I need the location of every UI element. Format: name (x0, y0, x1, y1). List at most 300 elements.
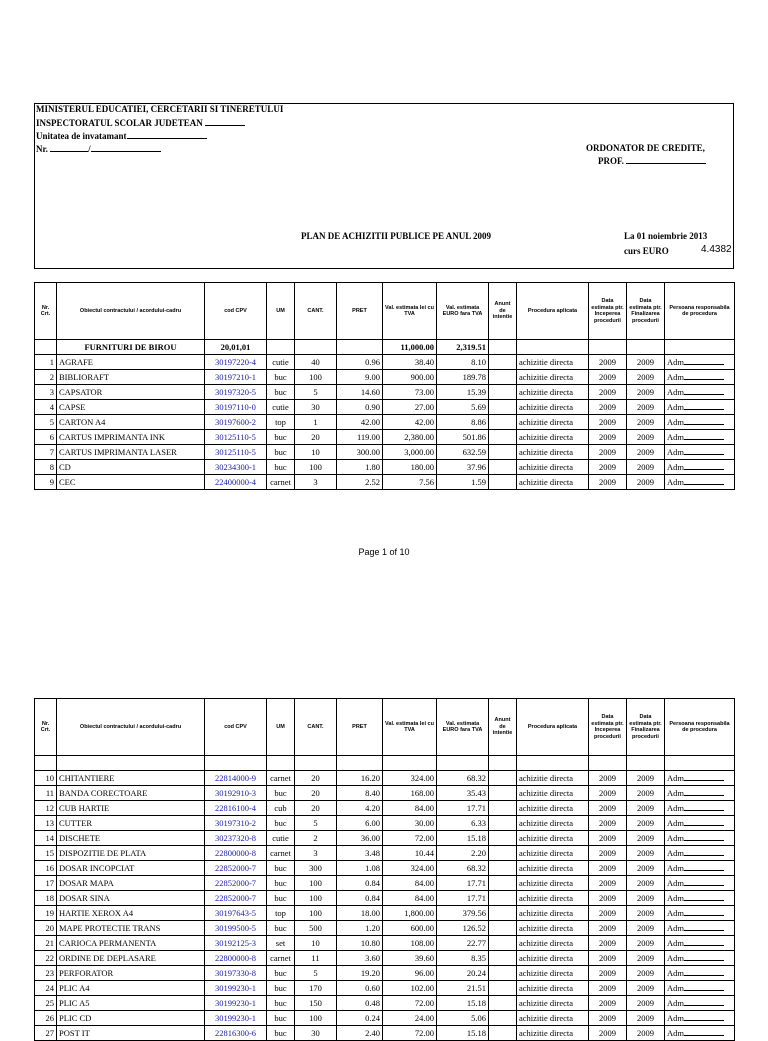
quantity: 1 (295, 415, 337, 430)
table-row (35, 430, 735, 445)
value-lei: 900.00 (383, 370, 437, 385)
responsible-person (665, 415, 735, 430)
signature-line (684, 1027, 724, 1036)
responsible-name: Adm (667, 907, 684, 918)
end-date: 2009 (627, 445, 665, 460)
item-name: BANDA CORECTOARE (57, 786, 205, 801)
start-date: 2009 (589, 831, 627, 846)
start-date: 2009 (589, 966, 627, 981)
intent-notice (489, 861, 517, 876)
end-date: 2009 (627, 906, 665, 921)
cpv-code: 22852000-7 (205, 876, 267, 891)
price: 8.40 (337, 786, 383, 801)
start-date: 2009 (589, 906, 627, 921)
start-date: 2009 (589, 801, 627, 816)
cpv-code: 30197210-1 (205, 370, 267, 385)
row-number: 4 (35, 400, 57, 415)
value-euro: 632.59 (437, 445, 489, 460)
quantity: 500 (295, 921, 337, 936)
responsible-name: Adm (667, 847, 684, 858)
quantity: 100 (295, 876, 337, 891)
table-row (35, 831, 735, 846)
intent-notice (489, 906, 517, 921)
column-header: Persoana responsabila de procedura (665, 699, 735, 756)
row-number: 18 (35, 891, 57, 906)
cpv-code: 30197110-0 (205, 400, 267, 415)
procurement-table-page-2 (34, 698, 735, 1041)
quantity: 40 (295, 355, 337, 370)
value-euro: 35.43 (437, 786, 489, 801)
responsible-person (665, 981, 735, 996)
value-lei: 324.00 (383, 861, 437, 876)
row-number: 8 (35, 460, 57, 475)
start-date: 2009 (589, 445, 627, 460)
unit: buc (267, 786, 295, 801)
end-date: 2009 (627, 876, 665, 891)
signature-line (684, 922, 724, 931)
row-number: 17 (35, 876, 57, 891)
procedure: achizitie directa (517, 966, 589, 981)
responsible-name: Adm (667, 476, 684, 487)
responsible-name: Adm (667, 877, 684, 888)
column-header-row (35, 283, 735, 340)
intent-notice (489, 876, 517, 891)
price: 42.00 (337, 415, 383, 430)
value-euro: 126.52 (437, 921, 489, 936)
column-header: cod CPV (205, 699, 267, 756)
price: 0.24 (337, 1011, 383, 1026)
responsible-person (665, 771, 735, 786)
column-header: Anunt de intentie (489, 699, 517, 756)
category-name: FURNITURI DE BIROU (57, 340, 205, 355)
cpv-code: 30192910-3 (205, 786, 267, 801)
intent-notice (489, 445, 517, 460)
column-header: Procedura aplicata (517, 283, 589, 340)
cpv-code: 30125110-5 (205, 445, 267, 460)
registration-number-line: Nr. / (36, 143, 161, 154)
table-row (35, 400, 735, 415)
intent-notice (489, 415, 517, 430)
price: 1.20 (337, 921, 383, 936)
unit: buc (267, 1026, 295, 1041)
signature-line (684, 476, 724, 485)
end-date: 2009 (627, 936, 665, 951)
responsible-person (665, 400, 735, 415)
responsible-person (665, 906, 735, 921)
quantity: 170 (295, 981, 337, 996)
price: 119.00 (337, 430, 383, 445)
price: 300.00 (337, 445, 383, 460)
unit: cub (267, 801, 295, 816)
column-header: Data estimata ptr. Finalizarea procedurii (627, 699, 665, 756)
row-number: 19 (35, 906, 57, 921)
cpv-code: 22400000-4 (205, 475, 267, 490)
price: 14.60 (337, 385, 383, 400)
responsible-name: Adm (667, 772, 684, 783)
start-date: 2009 (589, 891, 627, 906)
value-euro: 17.71 (437, 876, 489, 891)
responsible-name: Adm (667, 937, 684, 948)
responsible-name: Adm (667, 461, 684, 472)
column-header: Data estimata ptr. Finalizarea procedurii (627, 283, 665, 340)
responsible-person (665, 430, 735, 445)
start-date: 2009 (589, 370, 627, 385)
price: 0.48 (337, 996, 383, 1011)
value-lei: 38.40 (383, 355, 437, 370)
value-lei: 39.60 (383, 951, 437, 966)
price: 36.00 (337, 831, 383, 846)
item-name: MAPE PROTECTIE TRANS (57, 921, 205, 936)
row-number: 21 (35, 936, 57, 951)
responsible-person (665, 861, 735, 876)
quantity: 100 (295, 1011, 337, 1026)
responsible-name: Adm (667, 817, 684, 828)
value-euro: 15.18 (437, 831, 489, 846)
table-row (35, 385, 735, 400)
table-row (35, 966, 735, 981)
unit: buc (267, 460, 295, 475)
table-row (35, 921, 735, 936)
value-lei: 72.00 (383, 831, 437, 846)
unit: carnet (267, 951, 295, 966)
responsible-person (665, 460, 735, 475)
procedure: achizitie directa (517, 846, 589, 861)
procedure: achizitie directa (517, 996, 589, 1011)
row-number: 10 (35, 771, 57, 786)
price: 0.84 (337, 876, 383, 891)
price: 3.60 (337, 951, 383, 966)
plan-title: PLAN DE ACHIZITII PUBLICE PE ANUL 2009 (301, 231, 492, 241)
end-date: 2009 (627, 415, 665, 430)
category-total-euro: 2,319.51 (437, 340, 489, 355)
responsible-name: Adm (667, 892, 684, 903)
signature-line (684, 967, 724, 976)
item-name: PLIC CD (57, 1011, 205, 1026)
price: 3.48 (337, 846, 383, 861)
value-euro: 379.56 (437, 906, 489, 921)
quantity: 3 (295, 475, 337, 490)
end-date: 2009 (627, 460, 665, 475)
item-name: CUTTER (57, 816, 205, 831)
value-lei: 108.00 (383, 936, 437, 951)
row-number: 23 (35, 966, 57, 981)
value-euro: 501.86 (437, 430, 489, 445)
value-euro: 68.32 (437, 861, 489, 876)
procedure: achizitie directa (517, 861, 589, 876)
value-euro: 8.10 (437, 355, 489, 370)
unit: buc (267, 921, 295, 936)
exchange-rate-label: curs EURO (624, 246, 669, 256)
responsible-person (665, 876, 735, 891)
unit: buc (267, 370, 295, 385)
table-row (35, 355, 735, 370)
end-date: 2009 (627, 951, 665, 966)
ministry-name: MINISTERUL EDUCATIEI, CERCETARII SI TINERETULUI (36, 104, 284, 114)
value-lei: 84.00 (383, 801, 437, 816)
value-lei: 10.44 (383, 846, 437, 861)
table-row (35, 1026, 735, 1041)
responsible-name: Adm (667, 787, 684, 798)
value-lei: 180.00 (383, 460, 437, 475)
value-lei: 42.00 (383, 415, 437, 430)
value-euro: 22.77 (437, 936, 489, 951)
school-unit-line: Unitatea de invatamant (36, 130, 207, 141)
responsible-person (665, 1026, 735, 1041)
end-date: 2009 (627, 801, 665, 816)
signature-line (684, 892, 724, 901)
row-number: 22 (35, 951, 57, 966)
signature-line (684, 877, 724, 886)
signature-line (684, 461, 724, 470)
price: 0.60 (337, 981, 383, 996)
quantity: 2 (295, 831, 337, 846)
value-euro: 21.51 (437, 981, 489, 996)
start-date: 2009 (589, 1026, 627, 1041)
end-date: 2009 (627, 861, 665, 876)
price: 0.90 (337, 400, 383, 415)
value-lei: 2,380.00 (383, 430, 437, 445)
column-header: CANT. (295, 699, 337, 756)
procedure: achizitie directa (517, 906, 589, 921)
item-name: DOSAR MAPA (57, 876, 205, 891)
cpv-code: 30197600-2 (205, 415, 267, 430)
item-name: PLIC A5 (57, 996, 205, 1011)
exchange-rate-value: 4.4382 (701, 244, 732, 255)
value-lei: 72.00 (383, 1026, 437, 1041)
quantity: 100 (295, 891, 337, 906)
value-euro: 68.32 (437, 771, 489, 786)
column-header: Data estimata ptr. Inceperea procedurii (589, 283, 627, 340)
procedure: achizitie directa (517, 445, 589, 460)
row-number: 26 (35, 1011, 57, 1026)
row-number: 5 (35, 415, 57, 430)
responsible-name: Adm (667, 967, 684, 978)
start-date: 2009 (589, 430, 627, 445)
start-date: 2009 (589, 400, 627, 415)
intent-notice (489, 355, 517, 370)
column-header: Val. estimata EURO fara TVA (437, 699, 489, 756)
start-date: 2009 (589, 951, 627, 966)
cpv-code: 30199230-1 (205, 996, 267, 1011)
value-euro: 5.69 (437, 400, 489, 415)
responsible-name: Adm (667, 386, 684, 397)
responsible-name: Adm (667, 832, 684, 843)
value-lei: 72.00 (383, 996, 437, 1011)
intent-notice (489, 385, 517, 400)
unit: buc (267, 966, 295, 981)
procedure: achizitie directa (517, 475, 589, 490)
value-euro: 8.86 (437, 415, 489, 430)
quantity: 20 (295, 771, 337, 786)
column-header: Obiectul contractului / acordului-cadru (57, 283, 205, 340)
professor-signature-line: PROF. (598, 155, 706, 166)
procedure: achizitie directa (517, 936, 589, 951)
value-lei: 24.00 (383, 1011, 437, 1026)
table-row (35, 861, 735, 876)
responsible-name: Adm (667, 952, 684, 963)
responsible-name: Adm (667, 982, 684, 993)
cpv-code: 22852000-7 (205, 861, 267, 876)
procedure: achizitie directa (517, 951, 589, 966)
column-header: Procedura aplicata (517, 699, 589, 756)
start-date: 2009 (589, 996, 627, 1011)
start-date: 2009 (589, 415, 627, 430)
intent-notice (489, 831, 517, 846)
signature-line (684, 817, 724, 826)
row-number: 9 (35, 475, 57, 490)
quantity: 5 (295, 816, 337, 831)
end-date: 2009 (627, 921, 665, 936)
quantity: 5 (295, 966, 337, 981)
inspectorate-line: INSPECTORATUL SCOLAR JUDETEAN (36, 117, 245, 128)
intent-notice (489, 801, 517, 816)
responsible-name: Adm (667, 1027, 684, 1038)
intent-notice (489, 400, 517, 415)
page-number: Page 1 of 10 (358, 547, 410, 557)
column-header: Val. estimata EURO fara TVA (437, 283, 489, 340)
quantity: 3 (295, 846, 337, 861)
start-date: 2009 (589, 981, 627, 996)
item-name: CARTON A4 (57, 415, 205, 430)
signature-line (684, 982, 724, 991)
cpv-code: 22814000-9 (205, 771, 267, 786)
signature-line (684, 431, 724, 440)
end-date: 2009 (627, 966, 665, 981)
table-row (35, 876, 735, 891)
table-row (35, 936, 735, 951)
responsible-person (665, 921, 735, 936)
intent-notice (489, 816, 517, 831)
column-header: Nr. Crt. (35, 699, 57, 756)
start-date: 2009 (589, 861, 627, 876)
price: 6.00 (337, 816, 383, 831)
column-header-row (35, 699, 735, 756)
signature-line (684, 847, 724, 856)
item-name: CHITANTIERE (57, 771, 205, 786)
procedure: achizitie directa (517, 400, 589, 415)
row-number: 24 (35, 981, 57, 996)
unit: carnet (267, 475, 295, 490)
category-code: 20,01,01 (205, 340, 267, 355)
intent-notice (489, 996, 517, 1011)
cpv-code: 22816300-6 (205, 1026, 267, 1041)
value-euro: 17.71 (437, 801, 489, 816)
column-header: Nr. Crt. (35, 283, 57, 340)
value-euro: 5.06 (437, 1011, 489, 1026)
quantity: 20 (295, 801, 337, 816)
procedure: achizitie directa (517, 981, 589, 996)
price: 19.20 (337, 966, 383, 981)
unit: buc (267, 891, 295, 906)
procedure: achizitie directa (517, 415, 589, 430)
cpv-code: 30125110-5 (205, 430, 267, 445)
end-date: 2009 (627, 1026, 665, 1041)
responsible-person (665, 385, 735, 400)
intent-notice (489, 370, 517, 385)
responsible-person (665, 996, 735, 1011)
procedure: achizitie directa (517, 370, 589, 385)
responsible-name: Adm (667, 446, 684, 457)
table-row (35, 906, 735, 921)
table-row (35, 951, 735, 966)
item-name: DOSAR INCOPCIAT (57, 861, 205, 876)
end-date: 2009 (627, 981, 665, 996)
price: 1.08 (337, 861, 383, 876)
cpv-code: 30237320-8 (205, 831, 267, 846)
cpv-code: 30234300-1 (205, 460, 267, 475)
cpv-code: 30199230-1 (205, 981, 267, 996)
unit: buc (267, 996, 295, 1011)
start-date: 2009 (589, 936, 627, 951)
price: 16.20 (337, 771, 383, 786)
end-date: 2009 (627, 355, 665, 370)
item-name: CEC (57, 475, 205, 490)
intent-notice (489, 846, 517, 861)
cpv-code: 22816100-4 (205, 801, 267, 816)
quantity: 100 (295, 370, 337, 385)
row-number: 15 (35, 846, 57, 861)
cpv-code: 30197330-8 (205, 966, 267, 981)
row-number: 25 (35, 996, 57, 1011)
price: 1.80 (337, 460, 383, 475)
value-euro: 20.24 (437, 966, 489, 981)
procedure: achizitie directa (517, 831, 589, 846)
responsible-person (665, 936, 735, 951)
procedure: achizitie directa (517, 430, 589, 445)
table-row (35, 996, 735, 1011)
end-date: 2009 (627, 475, 665, 490)
price: 0.96 (337, 355, 383, 370)
procedure: achizitie directa (517, 891, 589, 906)
item-name: PERFORATOR (57, 966, 205, 981)
signature-line (684, 416, 724, 425)
item-name: BIBLIORAFT (57, 370, 205, 385)
intent-notice (489, 460, 517, 475)
column-header: PRET (337, 283, 383, 340)
column-header: CANT. (295, 283, 337, 340)
column-header: Data estimata ptr. Inceperea procedurii (589, 699, 627, 756)
end-date: 2009 (627, 1011, 665, 1026)
responsible-name: Adm (667, 356, 684, 367)
table-row (35, 445, 735, 460)
cpv-code: 30197220-4 (205, 355, 267, 370)
unit: set (267, 936, 295, 951)
price: 9.00 (337, 370, 383, 385)
category-total-lei: 11,000.00 (383, 340, 437, 355)
unit: buc (267, 430, 295, 445)
intent-notice (489, 891, 517, 906)
item-name: PLIC A4 (57, 981, 205, 996)
start-date: 2009 (589, 475, 627, 490)
end-date: 2009 (627, 816, 665, 831)
intent-notice (489, 786, 517, 801)
value-lei: 27.00 (383, 400, 437, 415)
price: 0.84 (337, 891, 383, 906)
row-number: 2 (35, 370, 57, 385)
unit: buc (267, 876, 295, 891)
intent-notice (489, 1026, 517, 1041)
start-date: 2009 (589, 876, 627, 891)
responsible-name: Adm (667, 416, 684, 427)
column-header: Obiectul contractului / acordului-cadru (57, 699, 205, 756)
value-euro: 15.18 (437, 1026, 489, 1041)
unit: top (267, 906, 295, 921)
quantity: 20 (295, 786, 337, 801)
responsible-person (665, 816, 735, 831)
value-euro: 17.71 (437, 891, 489, 906)
item-name: HARTIE XEROX A4 (57, 906, 205, 921)
item-name: POST IT (57, 1026, 205, 1041)
